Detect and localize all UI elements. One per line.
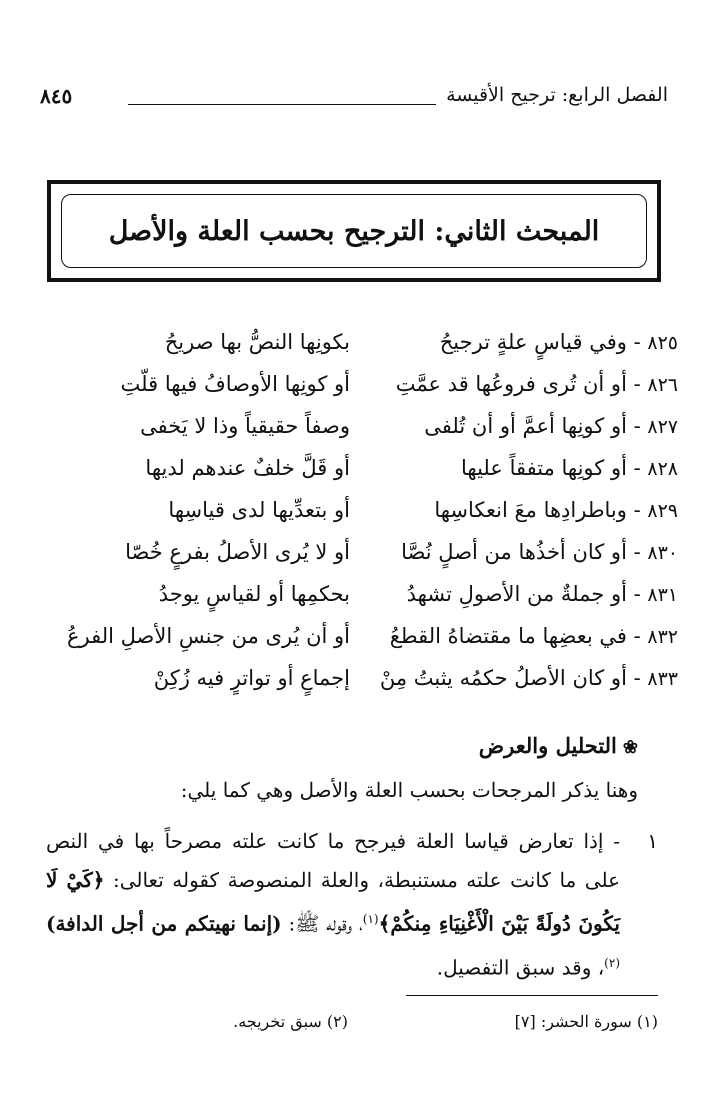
verse-first-hemistich: ٨٣١ - أو جملةٌ من الأصولِ تشهدُ xyxy=(406,582,678,606)
point-text-b: ، وقوله ﷺ: xyxy=(288,911,363,936)
verse-number: ٨٢٨ xyxy=(647,458,678,480)
verse-second-hemistich: أو لا يُرى الأصلُ بفرعٍ خُصّا xyxy=(125,540,350,564)
verse-first-hemistich: ٨٣٣ - أو كان الأصلُ حكمُه يثبتُ مِنْ xyxy=(379,666,678,690)
header-rule xyxy=(128,104,436,105)
footnote-ref: (٢) xyxy=(604,955,620,970)
point-text xyxy=(46,822,620,987)
footnote-1: (١) سورة الحشر: [٧] xyxy=(514,1012,658,1031)
verse-first-hemistich: ٨٣٢ - في بعضِها ما مقتضاهُ القطعُ xyxy=(389,624,678,648)
verse xyxy=(30,498,678,540)
verse xyxy=(30,582,678,624)
verse xyxy=(30,540,678,582)
verse-number: ٨٢٥ xyxy=(647,332,678,354)
verse-number: ٨٣١ xyxy=(647,584,678,606)
section-title: المبحث الثاني: الترجيح بحسب العلة والأصل xyxy=(108,215,600,247)
footnote-rule xyxy=(406,995,658,996)
point-number: ١ xyxy=(647,829,658,853)
verse xyxy=(30,330,678,372)
verse-first-text: أو جملةٌ من الأصولِ تشهدُ xyxy=(406,582,627,606)
verse-second-hemistich: أو أن يُرى من جنسِ الأصلِ الفرعُ xyxy=(67,624,350,648)
intro-paragraph: وهنا يذكر المرجحات بحسب العلة والأصل وهي كما يلي: xyxy=(180,778,638,802)
point-text-a: - إذا تعارض قياسا العلة فيرجح ما كانت علته مصرحاً بها في النص على ما كانت علته مستنبطة، والعلة المنصوصة كقوله تعالى: xyxy=(46,829,620,892)
chapter-title: الفصل الرابع: ترجيح الأقيسة xyxy=(446,84,668,106)
footnote-ref: (١) xyxy=(362,912,379,926)
verse-first-text: في بعضِها ما مقتضاهُ القطعُ xyxy=(389,624,627,648)
flower-ornament-icon: ❀ xyxy=(622,737,638,758)
point-text-c: ، وقد سبق التفصيل. xyxy=(436,955,605,980)
verse-first-hemistich: ٨٢٧ - أو كونِها أعمَّ أو أن تُلفى xyxy=(424,414,678,438)
section-title-box xyxy=(47,180,661,282)
verse-first-text: أو كان أخذُها من أصلٍ نُصَّا xyxy=(401,540,627,564)
verse-second-hemistich: بكونِها النصُّ بها صريحُ xyxy=(164,330,350,354)
subheading-text: التحليل والعرض xyxy=(478,733,617,758)
verse-number: ٨٣٠ xyxy=(647,542,678,564)
verse-number: ٨٢٩ xyxy=(647,500,678,522)
verse xyxy=(30,414,678,456)
verse xyxy=(30,666,678,708)
verse-first-text: أو كونِها متفقاً عليها xyxy=(461,456,627,480)
verse-first-hemistich: ٨٢٥ - وفي قياسٍ علةٍ ترجيحُ xyxy=(439,330,678,354)
verse-second-hemistich: أو كونِها الأوصافُ فيها قلّتِ xyxy=(120,372,350,396)
footnote-2: (٢) سبق تخريجه. xyxy=(233,1012,348,1031)
verse-number: ٨٣٢ xyxy=(647,626,678,648)
verse-first-text: أو كونِها أعمَّ أو أن تُلفى xyxy=(424,414,627,438)
verse-first-text: وفي قياسٍ علةٍ ترجيحُ xyxy=(439,330,627,354)
quran-quote: ﴿كَيْ لَا يَكُونَ دُولَةً بَيْنَ الْأَغْنِيَاءِ مِنكُمْ﴾ xyxy=(46,868,620,936)
verse-second-hemistich: بحكمِها أو لقياسٍ يوجدُ xyxy=(158,582,350,606)
verse xyxy=(30,624,678,666)
verse-first-text: أو كان الأصلُ حكمُه يثبتُ مِنْ xyxy=(379,666,627,690)
verse xyxy=(30,372,678,414)
verse-number: ٨٢٦ xyxy=(647,374,678,396)
verse-first-hemistich: ٨٢٨ - أو كونِها متفقاً عليها xyxy=(461,456,678,480)
verse-first-hemistich: ٨٣٠ - أو كان أخذُها من أصلٍ نُصَّا xyxy=(401,540,678,564)
section-title-inner-frame xyxy=(61,194,647,268)
verse-first-text: وباطرادِها معَ انعكاسِها xyxy=(434,498,627,522)
verse-number: ٨٣٣ xyxy=(647,668,678,690)
page-number: ٨٤٥ xyxy=(40,84,73,108)
poem xyxy=(30,330,678,708)
verse-number: ٨٢٧ xyxy=(647,416,678,438)
verse-second-hemistich: أو بتعدِّيها لدى قياسِها xyxy=(168,498,350,522)
verse-first-hemistich: ٨٢٩ - وباطرادِها معَ انعكاسِها xyxy=(434,498,678,522)
verse-second-hemistich: أو قَلَّ خلفٌ عندهم لديها xyxy=(145,456,350,480)
running-header xyxy=(40,84,668,114)
numbered-point xyxy=(46,822,658,987)
subheading xyxy=(479,733,638,758)
verse-second-hemistich: وصفاً حقيقياً وذا لا يَخفى xyxy=(140,414,350,438)
verse-second-hemistich: إجماعٍ أو تواترٍ فيه زُكِنْ xyxy=(153,666,350,690)
verse-first-hemistich: ٨٢٦ - أو أن تُرى فروعُها قد عمَّتِ xyxy=(395,372,678,396)
hadith-quote: (إنما نهيتكم من أجل الدافة) xyxy=(46,911,282,936)
verse xyxy=(30,456,678,498)
verse-first-text: أو أن تُرى فروعُها قد عمَّتِ xyxy=(395,372,627,396)
